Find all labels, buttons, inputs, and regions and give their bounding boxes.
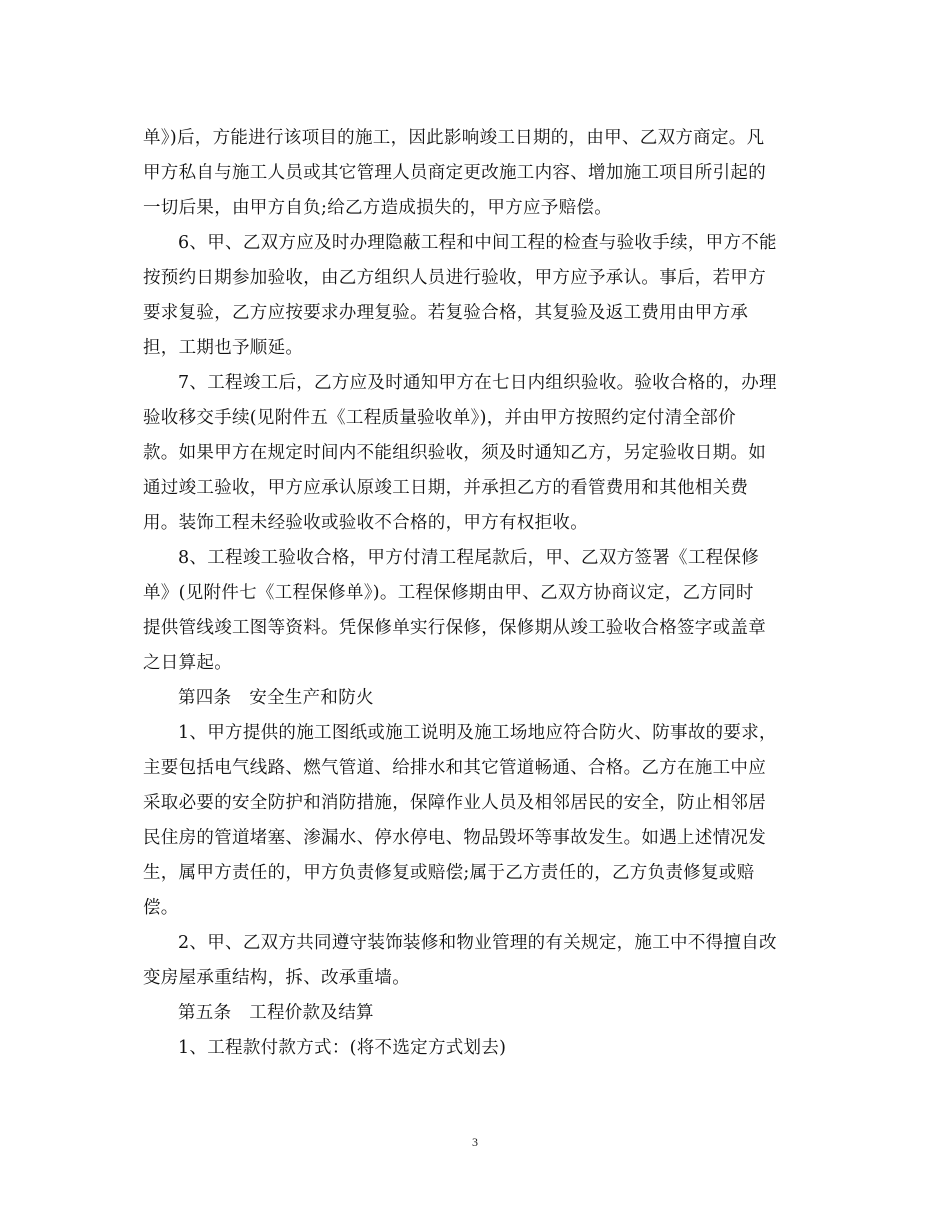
text-line: 主要包括电气线路、燃气管道、给排水和其它管道畅通、合格。乙方在施工中应 xyxy=(143,758,766,778)
text-line: 民住房的管道堵塞、渗漏水、停水停电、物品毁坏等事故发生。如遇上述情况发 xyxy=(143,828,766,848)
text-line: 款。如果甲方在规定时间内不能组织验收，须及时通知乙方，另定验收日期。如 xyxy=(143,443,766,463)
text-line: 按预约日期参加验收，由乙方组织人员进行验收，甲方应予承认。事后，若甲方 xyxy=(143,268,766,288)
paragraph xyxy=(143,716,813,926)
text-line: 提供管线竣工图等资料。凭保修单实行保修，保修期从竣工验收合格签字或盖章 xyxy=(143,618,766,638)
text-line: 7、工程竣工后，乙方应及时通知甲方在七日内组织验收。验收合格的，办理 xyxy=(178,373,777,393)
text-line: 第五条 工程价款及结算 xyxy=(178,1003,374,1023)
text-line: 2、甲、乙双方共同遵守装饰装修和物业管理的有关规定，施工中不得擅自改 xyxy=(178,933,777,953)
text-line: 变房屋承重结构，拆、改承重墙。 xyxy=(143,968,410,988)
paragraph xyxy=(143,541,813,681)
text-line: 1、甲方提供的施工图纸或施工说明及施工场地应符合防火、防事故的要求， xyxy=(178,723,777,743)
paragraph xyxy=(143,681,813,716)
text-line: 1、工程款付款方式：(将不选定方式划去) xyxy=(178,1038,507,1058)
paragraph xyxy=(143,1031,813,1066)
text-line: 通过竣工验收，甲方应承认原竣工日期，并承担乙方的看管费用和其他相关费 xyxy=(143,478,749,498)
text-line: 用。装饰工程未经验收或验收不合格的，甲方有权拒收。 xyxy=(143,513,588,533)
text-line: 单》(见附件七《工程保修单》)。工程保修期由甲、乙双方协商议定，乙方同时 xyxy=(143,583,754,603)
paragraph xyxy=(143,226,813,366)
text-line: 一切后果，由甲方自负;给乙方造成损失的，甲方应予赔偿。 xyxy=(143,198,612,218)
text-line: 要求复验，乙方应按要求办理复验。若复验合格，其复验及返工费用由甲方承 xyxy=(143,303,749,323)
paragraph xyxy=(143,121,813,226)
text-line: 采取必要的安全防护和消防措施，保障作业人员及相邻居民的安全，防止相邻居 xyxy=(143,793,766,813)
paragraph xyxy=(143,996,813,1031)
text-line: 甲方私自与施工人员或其它管理人员商定更改施工内容、增加施工项目所引起的 xyxy=(143,163,766,183)
paragraph xyxy=(143,366,813,541)
text-line: 担，工期也予顺延。 xyxy=(143,338,304,358)
text-line: 之日算起。 xyxy=(143,653,232,673)
text-line: 8、工程竣工验收合格，甲方付清工程尾款后，甲、乙双方签署《工程保修 xyxy=(178,548,760,568)
text-line: 6、甲、乙双方应及时办理隐蔽工程和中间工程的检查与验收手续，甲方不能 xyxy=(178,233,777,253)
text-line: 偿。 xyxy=(143,898,179,918)
page-number: 3 xyxy=(472,1135,478,1149)
text-line: 第四条 安全生产和防火 xyxy=(178,688,374,708)
document-body xyxy=(143,121,813,1066)
text-line: 验收移交手续(见附件五《工程质量验收单》)，并由甲方按照约定付清全部价 xyxy=(143,408,736,428)
paragraph xyxy=(143,926,813,996)
text-line: 单》)后，方能进行该项目的施工，因此影响竣工日期的，由甲、乙双方商定。凡 xyxy=(143,128,765,148)
text-line: 生，属甲方责任的，甲方负责修复或赔偿;属于乙方责任的，乙方负责修复或赔 xyxy=(143,863,755,883)
